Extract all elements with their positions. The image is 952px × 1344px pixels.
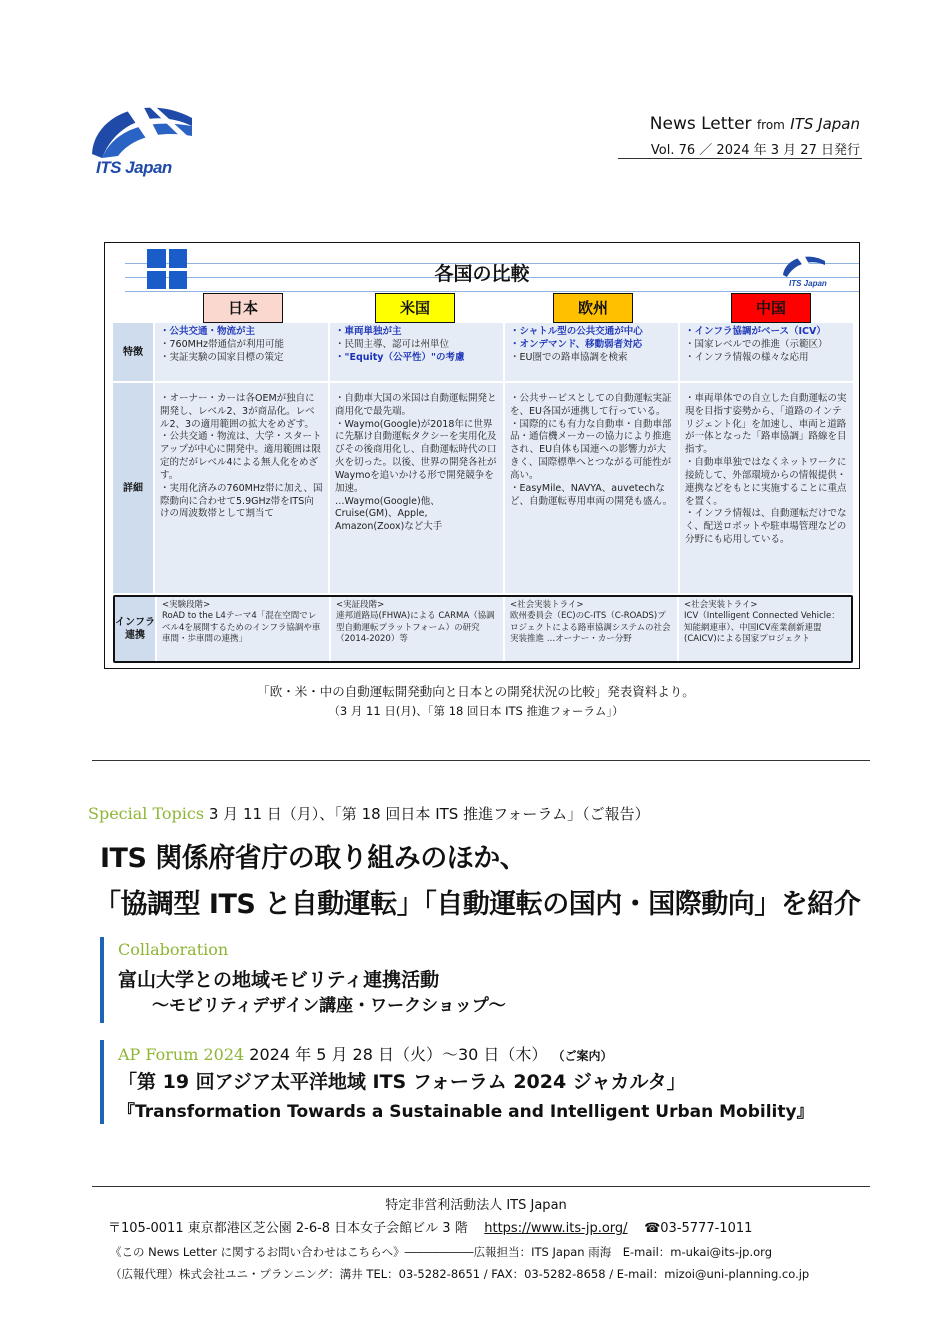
- ap-forum-note: （ご案内）: [552, 1049, 613, 1063]
- special-topics-text: 3 月 11 日（月）、「第 18 回日本 ITS 推進フォーラム」（ご報告）: [208, 805, 650, 823]
- details-europe: ・公共サービスとしての自動運転実証を、EU各国が連携して行っている。 ・国際的にも有力な自動車・自動車部品・通信機メーカーの協力により推進され、EU自体も国連への影響力が大きく、国際標準へとつながる可能性が高い。 ・EasyMile、NAVYA、auvetechなど、自動運転専用車両の開発も盛ん。: [505, 383, 678, 593]
- ap-forum-line: [118, 1042, 613, 1065]
- features-europe: ・シャトル型の公共交通が中心 ・オンデマンド、移動弱者対応 ・EU圏での路車協調を検索: [505, 323, 678, 381]
- special-topics-line: [88, 803, 650, 824]
- infra-usa: <実証段階> 連邦道路局(FHWA)による CARMA（協調型自動運転プラットフォーム）の研究（2014-2020）等: [331, 597, 503, 661]
- ap-forum-title: 「第 19 回アジア太平洋地域 ITS フォーラム 2024 ジャカルタ」: [118, 1071, 686, 1093]
- footer-contact-pr: 《この News Letter に関するお問い合わせはこちらへ》――――――広報担当：ITS Japan 雨海 E-mail：m-ukai@its-jp.org: [110, 1245, 772, 1259]
- volume-date: Vol. 76 ／ 2024 年 3 月 27 日発行: [650, 143, 860, 158]
- headline-line-1: ITS 関係府省庁の取り組みのほか、: [100, 843, 527, 874]
- ap-forum-accent-bar: [100, 1040, 104, 1124]
- comparison-figure: [104, 242, 860, 669]
- figure-caption-source: （3 月 11 日(月)、「第 18 回日本 ITS 推進フォーラム」）: [328, 704, 624, 718]
- comparison-grid: [113, 323, 853, 663]
- footer-contact-agency: （広報代理）株式会社ユニ・プランニング：溝井 TEL：03-5282-8651 / FAX：03-5282-8658 / E-mail：mizoi@uni-planning.co.jp: [110, 1267, 810, 1281]
- infra-row: [113, 595, 853, 663]
- section-rule: [92, 760, 870, 761]
- infra-japan: <実験段階> RoAD to the L4テーマ4「混在空間でレベル4を展開するためのインフラ協調や車車間・歩車間の連携」: [157, 597, 329, 661]
- column-usa: 米国: [375, 293, 455, 323]
- collaboration-title: 富山大学との地域モビリティ連携活動: [118, 969, 440, 991]
- infra-china: <社会実装トライ> ICV（Intelligent Connected Vehicle：知能網連車）、中国ICV産業創新連盟(CAICV)による国家プロジェクト: [679, 597, 851, 661]
- column-china: 中国: [731, 293, 811, 323]
- newsletter-title: [650, 114, 860, 134]
- row-head-details: 詳細: [113, 383, 153, 593]
- org-label: ITS Japan: [790, 115, 860, 133]
- details-japan: ・オーナー・カーは各OEMが独自に開発し、レベル2、3が商品化。レベル2、3の適用範囲の拡大をめざす。 ・公共交通・物流は、大学・スタートアップが中心に開発中。適用範囲は限定的だがレベル4による無人化をめざす。 ・実用化済みの760MHz帯に加え、国際動向に合わせて5.9GHz帯をITS向けの周波数帯として割当て: [155, 383, 328, 593]
- website-link[interactable]: https://www.its-jp.org/: [484, 1221, 628, 1236]
- row-head-infra: インフラ連携: [115, 597, 155, 661]
- its-japan-mini-logo: [781, 253, 827, 289]
- details-row: [113, 383, 853, 595]
- footer-org: 特定非営利活動法人 ITS Japan: [385, 1198, 567, 1213]
- collaboration-tag: Collaboration: [118, 940, 229, 959]
- details-usa: ・自動車大国の米国は自動運転開発と商用化で最先端。 ・Waymo(Google)が2018年に世界に先駆け自動運転タクシーを実用化及びその後商用化し、自動運転時代の口火を切った。以後、世界の開発各社がWaymoを追いかける形で開発競争を加速。 …Waymo(Google)他、Cruise(GM)、Apple, Amazon(Zoox)など大手: [330, 383, 503, 593]
- ap-forum-dates: 2024 年 5 月 28 日（火）～30 日（木）: [249, 1045, 548, 1064]
- features-usa: ・車両単独が主 ・民間主導、認可は州単位 ・"Equity（公平性）"の考慮: [330, 323, 503, 381]
- mini-logo-text: ITS Japan: [789, 279, 827, 288]
- infra-europe: <社会実装トライ> 欧州委員会（EC)のC-ITS（C-ROADS)プロジェクトによる路車協調システムの社会実装推進 …オーナー・カー分野: [505, 597, 677, 661]
- ap-forum-tag: AP Forum 2024: [118, 1045, 245, 1064]
- features-china: ・インフラ協調がベース（ICV） ・国家レベルでの推進（示範区） ・インフラ情報の様々な応用: [680, 323, 853, 381]
- from-label: from: [756, 118, 785, 132]
- ap-forum-subtitle: 『Transformation Towards a Sustainable and Intelligent Urban Mobility』: [118, 1102, 814, 1122]
- collaboration-accent-bar: [100, 937, 104, 1023]
- footer-rule: [92, 1186, 870, 1187]
- column-japan: 日本: [203, 293, 283, 323]
- details-china: ・車両単体での自立した自動運転の実現を目指す姿勢から、「道路のインテリジェント化」を加速し、車両と道路が一体となった「路車協調」路線を目指す。 ・自動車単独ではなくネットワークに接続して、外部環境からの情報提供・連携などをもとに実施することに重点を置く。 ・インフラ情報は、自動運転だけでなく、配送ロボットや駐車場管理などの分野にも応用している。: [680, 383, 853, 593]
- footer-address: 〒105-0011 東京都港区芝公園 2-6-8 日本女子会館ビル 3 階: [108, 1221, 468, 1236]
- column-europe: 欧州: [553, 293, 633, 323]
- figure-caption: 「欧・米・中の自動運転開発動向と日本との開発状況の比較」発表資料より。: [257, 684, 695, 699]
- rail-line: [125, 291, 859, 292]
- collaboration-subtitle: ～モビリティデザイン講座・ワークショップ～: [152, 996, 506, 1016]
- features-row: [113, 323, 853, 383]
- row-head-features: 特徴: [113, 323, 153, 381]
- headline-line-2: 「協調型 ITS と自動運転」「自動運転の国内・国際動向」を紹介: [94, 889, 861, 920]
- footer-address-line: [108, 1217, 752, 1236]
- newsletter-label: News Letter: [649, 114, 752, 134]
- header-rule: [618, 158, 862, 159]
- logo-text: ITS Japan: [96, 158, 172, 177]
- special-topics-tag: Special Topics: [88, 804, 205, 823]
- footer-phone: ☎03-5777-1011: [644, 1221, 753, 1236]
- figure-title: 各国の比較: [434, 263, 530, 285]
- features-japan: ・公共交通・物流が主 ・760MHz帯通信が利用可能 ・実証実験の国家目標の策定: [155, 323, 328, 381]
